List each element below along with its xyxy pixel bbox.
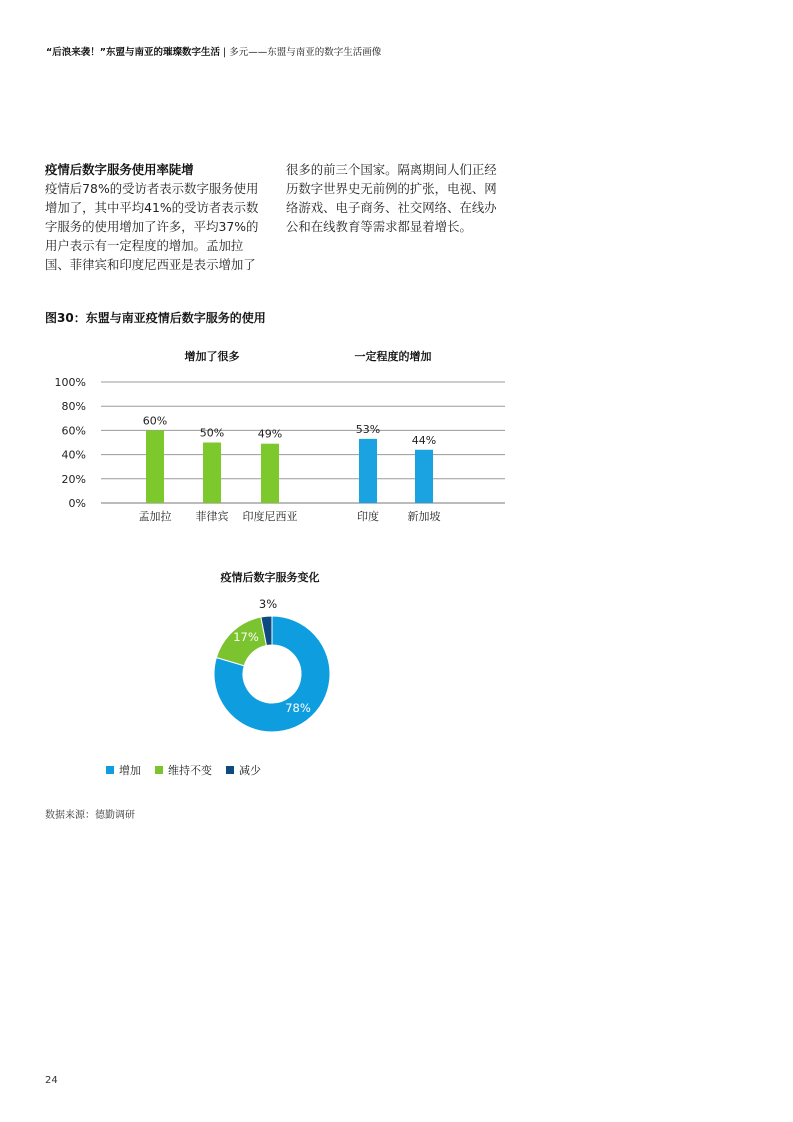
legend-label-decrease: 减少 [239, 764, 261, 777]
legend-item-increase [106, 762, 141, 778]
pie-value-label: 78% [285, 701, 311, 715]
legend-swatch-increase [106, 766, 114, 774]
pie-title: 疫情后数字服务变化 [220, 571, 320, 584]
bar-value-label: 60% [142, 414, 168, 428]
bar [415, 450, 433, 503]
legend-item-decrease [226, 762, 261, 778]
pie-legend [106, 762, 261, 778]
pie-value-label: 17% [233, 630, 259, 644]
bar-group-label: 增加了很多 [184, 350, 240, 363]
bar-value-label: 44% [411, 433, 437, 447]
bar [359, 439, 377, 503]
header-separator: | [223, 47, 227, 58]
bar-group-label: 一定程度的增加 [354, 350, 432, 363]
bar [146, 430, 164, 503]
bar-value-label: 49% [257, 427, 283, 441]
x-tick-label: 孟加拉 [138, 510, 172, 523]
y-tick-label: 60% [61, 424, 86, 438]
bar [203, 443, 221, 504]
y-tick-label: 0% [68, 497, 86, 510]
header-subtitle: 多元——东盟与南亚的数字生活画像 [229, 47, 382, 58]
y-tick-label: 40% [61, 448, 86, 462]
pie-value-label: 3% [258, 597, 278, 611]
legend-label-increase: 增加 [119, 764, 141, 777]
data-source: 数据来源：德勤调研 [45, 810, 135, 821]
y-tick-label: 80% [61, 400, 86, 414]
paragraph-left: 疫情后78%的受访者表示数字服务使用增加了，其中平均41%的受访者表示数字服务的使用增加了许多，平均37%的用户表示有一定程度的增加。孟加拉国、菲律宾和印度尼西亚是表示增加了 [45, 181, 259, 272]
bar [261, 444, 279, 503]
legend-swatch-unchanged [155, 766, 163, 774]
figure-title: 图30：东盟与南亚疫情后数字服务的使用 [45, 311, 266, 325]
page-number: 24 [45, 1075, 58, 1086]
bar-value-label: 50% [199, 426, 225, 440]
x-tick-label: 新加坡 [407, 510, 441, 523]
y-tick-label: 20% [61, 472, 86, 486]
paragraph-right: 很多的前三个国家。隔离期间人们正经历数字世界史无前例的扩张，电视、网络游戏、电子商务、社交网络、在线办公和在线教育等需求都显着增长。 [286, 162, 497, 234]
legend-label-unchanged: 维持不变 [168, 764, 212, 777]
x-tick-label: 印度尼西亚 [242, 510, 298, 523]
bar-value-label: 53% [355, 422, 381, 436]
x-tick-label: 印度 [357, 510, 379, 523]
section-subheading: 疫情后数字服务使用率陡增 [45, 162, 194, 177]
legend-swatch-decrease [226, 766, 234, 774]
header-title: “后浪来袭！”东盟与南亚的璀璨数字生活 [46, 47, 220, 58]
y-tick-label: 100% [54, 376, 86, 389]
x-tick-label: 菲律宾 [195, 510, 229, 523]
legend-item-unchanged [155, 762, 212, 778]
